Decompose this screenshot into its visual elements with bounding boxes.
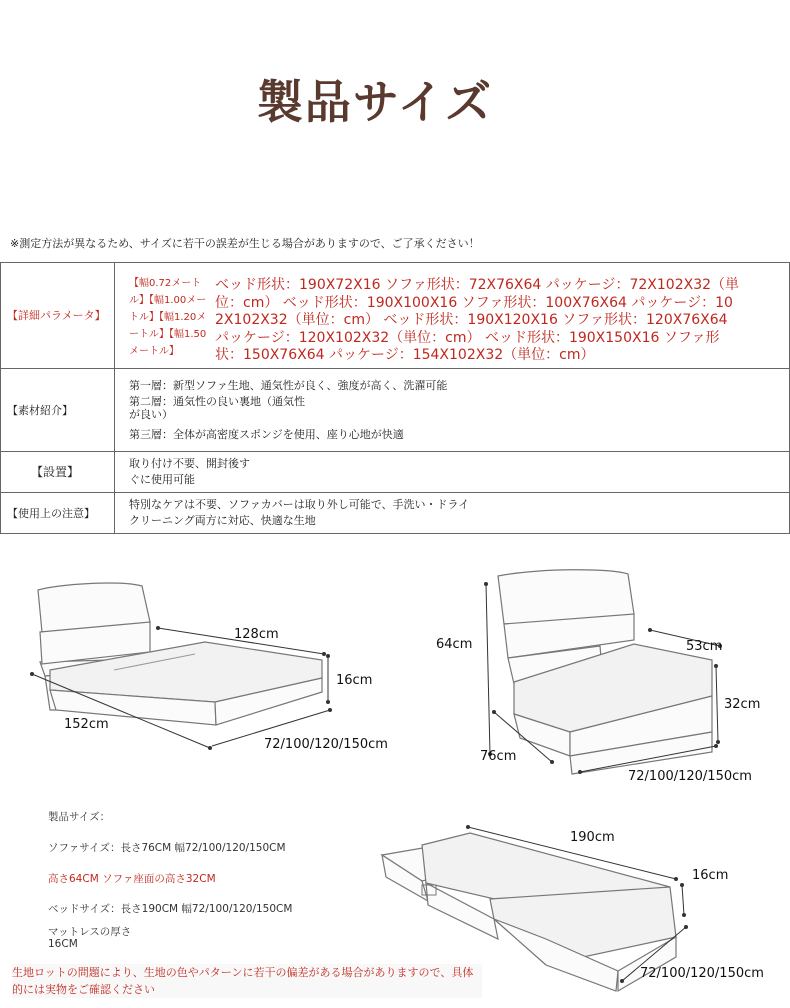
params-cell [115, 263, 790, 369]
info-seat-height: 高さ64CM ソファ座面の高さ32CM [48, 873, 216, 885]
sofa-seat-label: 32cm [724, 697, 761, 712]
material-cell [115, 369, 790, 452]
sofa-form-drawing [484, 570, 722, 774]
bed-widths-label: 72/100/120/150cm [264, 737, 388, 752]
mattress-thickness-label: 16cm [692, 868, 729, 883]
spec-row-params [1, 263, 790, 369]
install-line-2: ぐに使用可能 [129, 473, 195, 486]
measurement-notice: ※測定方法が異なるため、サイズに若干の誤差が生じる場合がありますので、ご了承ください！ [10, 237, 480, 250]
care-cell [115, 493, 790, 534]
spec-row-install [1, 452, 790, 493]
info-mattress-label: マットレスの厚さ [48, 926, 132, 938]
info-heading: 製品サイズ： [48, 811, 111, 823]
care-line-1: 特別なケアは不要、ソファカバーは取り外し可能で、手洗い・ドライ [129, 498, 470, 511]
bed-height-label: 16cm [336, 673, 373, 688]
size-details: ベッド形状：190X72X16 ソファ形状：72X76X64 パッケージ：72X102X32（単位：cm） ベッド形状：190X100X16 ソファ形状：100X76X64 パッケージ：102X102X32（単位：cm） ベッド形状：190X120X16 ソファ形状：120X76X64 パッケージ：120X102X32（単位：cm） ベッド形状：190X150X16 ソファ形状：150X76X64 パッケージ：154X102X32（単位：cm） [215, 277, 740, 363]
sofa-height-label: 64cm [436, 637, 473, 652]
info-mattress-value: 16CM [48, 938, 78, 950]
diagram-unfolded-bed [0, 570, 420, 770]
page-title: 製品サイズ [256, 75, 494, 129]
material-layer-1: 第一層：新型ソファ生地、通気性が良く、強度が高く、洗濯可能 [129, 378, 448, 392]
width-options: 【幅0.72メートル】【幅1.00メートル】【幅1.20メートル】【幅1.50メートル】 [129, 278, 207, 357]
bed-length-label: 128cm [234, 627, 279, 642]
spec-row-material [1, 369, 790, 452]
diagram-sofa-form [420, 562, 790, 792]
material-layer-2b: が良い） [129, 407, 173, 421]
fabric-notice: 生地ロットの問題により、生地の色やパターンに若干の偏差がある場合がありますので、具体的には実物をご確認ください [12, 964, 482, 998]
mattress-widths-label: 72/100/120/150cm [640, 966, 764, 981]
sofa-widths-label: 72/100/120/150cm [628, 769, 752, 784]
care-line-2: クリーニング両方に対応、快適な生地 [129, 514, 316, 527]
sofa-back-label: 53cm [686, 639, 723, 654]
params-label: 【詳細パラメータ】 [1, 263, 115, 369]
install-cell [115, 452, 790, 493]
material-layer-3: 第三層：全体が高密度スポンジを使用、座り心地が快適 [129, 427, 404, 441]
spec-row-care [1, 493, 790, 534]
mattress-length-label: 190cm [570, 830, 615, 845]
material-label: 【素材紹介】 [1, 369, 115, 452]
spec-table [0, 262, 790, 534]
install-label: 【設置】 [1, 452, 115, 493]
material-layer-2a: 第二層：通気性の良い裏地（通気性 [129, 394, 305, 408]
info-bed-size: ベッドサイズ：長さ190CM 幅72/100/120/150CM [48, 903, 293, 915]
bed-total-label: 152cm [64, 717, 109, 732]
sofa-depth-label: 76cm [480, 749, 517, 764]
info-sofa-size: ソファサイズ：長さ76CM 幅72/100/120/150CM [48, 842, 286, 854]
install-line-1: 取り付け不要、開封後す [129, 457, 250, 470]
care-label: 【使用上の注意】 [1, 493, 115, 534]
